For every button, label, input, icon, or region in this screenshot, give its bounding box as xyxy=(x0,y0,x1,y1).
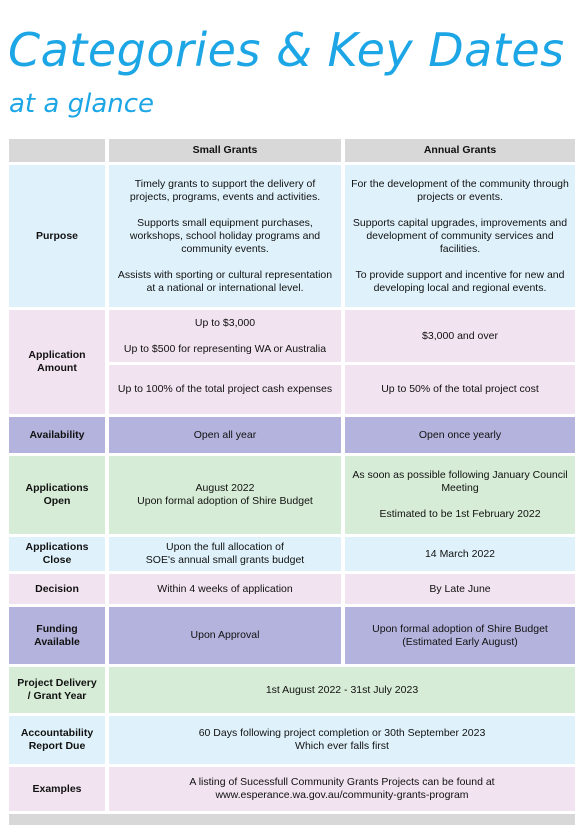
footer-bar xyxy=(9,814,575,825)
close-small-cell xyxy=(109,537,341,571)
amount-annual-top-text: $3,000 and over xyxy=(422,329,498,342)
purpose-small-text-1: Timely grants to support the delivery of projects, programs, events and activities. xyxy=(129,177,321,203)
funding-small-cell: Upon Approval xyxy=(109,607,341,664)
header-blank-cell xyxy=(9,139,105,162)
row-label-applications-open: Applications Open xyxy=(9,456,105,534)
accountability-text-2: Which ever falls first xyxy=(295,740,389,752)
decision-small-cell: Within 4 weeks of application xyxy=(109,574,341,604)
row-label-accountability: Accountability Report Due xyxy=(9,716,105,764)
row-label-application-amount: Application Amount xyxy=(9,310,105,414)
amount-annual-bottom-cell xyxy=(345,365,575,414)
purpose-annual-cell xyxy=(345,165,575,307)
amount-small-top-text-2: Up to $500 for representing WA or Australia xyxy=(123,342,327,355)
row-label-purpose: Purpose xyxy=(9,165,105,307)
close-small-text-2: SOE's annual small grants budget xyxy=(145,554,305,566)
purpose-annual-text-1: For the development of the community through projects or events. xyxy=(351,177,569,203)
row-label-funding-available: Funding Available xyxy=(9,607,105,664)
open-small-text-2: Upon formal adoption of Shire Budget xyxy=(137,495,313,507)
purpose-annual-text-2: Supports capital upgrades, improvements and development of community services and facilities. xyxy=(352,216,568,255)
close-annual-cell: 14 March 2022 xyxy=(345,537,575,571)
examples-value-cell xyxy=(109,767,575,811)
open-small-text-1: August 2022 xyxy=(195,482,255,494)
amount-small-bottom-cell xyxy=(109,365,341,414)
open-small-cell xyxy=(109,456,341,534)
examples-link-text: www.esperance.wa.gov.au/community-grants-program xyxy=(215,789,469,801)
amount-annual-top-cell xyxy=(345,310,575,362)
amount-small-bottom-text: Up to 100% of the total project cash expenses xyxy=(117,383,333,395)
page-title: Categories & Key Dates xyxy=(8,23,565,77)
availability-annual-cell: Open once yearly xyxy=(345,417,575,453)
page-subtitle: at a glance xyxy=(9,89,155,119)
row-label-applications-close: Applications Close xyxy=(9,537,105,571)
purpose-small-text-3: Assists with sporting or cultural representation at a national or international level. xyxy=(117,268,333,294)
purpose-small-cell xyxy=(109,165,341,307)
open-annual-cell xyxy=(345,456,575,534)
funding-annual-text-1: Upon formal adoption of Shire Budget xyxy=(372,622,548,635)
row-label-decision: Decision xyxy=(9,574,105,604)
accountability-text-1: 60 Days following project completion or 30th September 2023 xyxy=(198,727,486,739)
purpose-small-text-2: Supports small equipment purchases, workshops, school holiday programs and community events. xyxy=(129,216,321,255)
row-label-examples: Examples xyxy=(9,767,105,811)
decision-annual-cell: By Late June xyxy=(345,574,575,604)
row-label-project-delivery: Project Delivery / Grant Year xyxy=(9,667,105,713)
funding-annual-cell xyxy=(345,607,575,664)
close-small-text-1: Upon the full allocation of xyxy=(166,541,284,553)
examples-text-1: A listing of Sucessfull Community Grants Projects can be found at xyxy=(189,776,495,788)
column-header-annual-grants: Annual Grants xyxy=(345,139,575,162)
column-header-small-grants: Small Grants xyxy=(109,139,341,162)
key-dates-table xyxy=(9,139,575,811)
open-annual-text-2: Estimated to be 1st February 2022 xyxy=(379,508,541,520)
accountability-value-cell xyxy=(109,716,575,764)
amount-annual-bottom-text: Up to 50% of the total project cost xyxy=(381,383,539,395)
purpose-annual-text-3: To provide support and incentive for new and developing local and regional events. xyxy=(355,268,565,294)
delivery-value-cell: 1st August 2022 - 31st July 2023 xyxy=(109,667,575,713)
row-label-availability: Availability xyxy=(9,417,105,453)
open-annual-text-1: As soon as possible following January Council Meeting xyxy=(352,469,568,494)
amount-small-top-text-1: Up to $3,000 xyxy=(194,316,256,329)
funding-annual-text-2: (Estimated Early August) xyxy=(402,635,518,648)
amount-small-top-cell xyxy=(109,310,341,362)
availability-small-cell: Open all year xyxy=(109,417,341,453)
